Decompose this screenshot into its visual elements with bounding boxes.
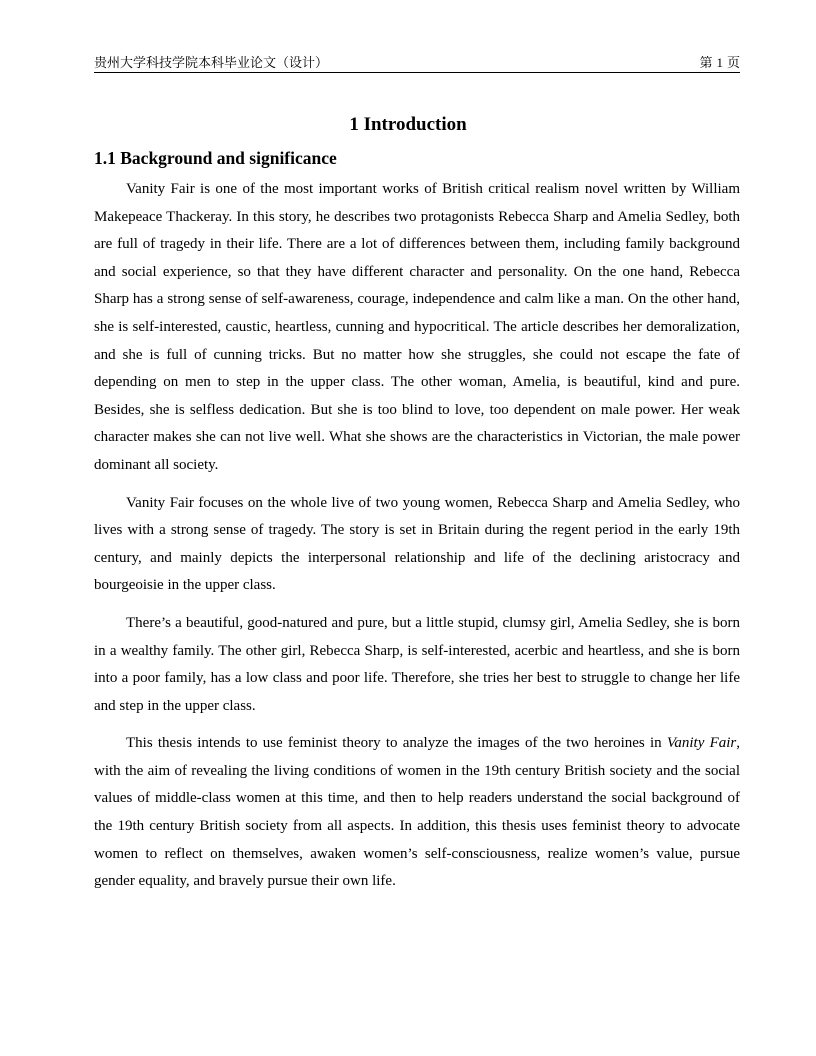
paragraph-4 — [94, 730, 740, 896]
header-page-indicator — [699, 52, 740, 71]
paragraph-3: There’s a beautiful, good-natured and pure, but a little stupid, clumsy girl, Amelia Sedley, she is born in a wealthy family. The other girl, Rebecca Sharp, is self-interested, acerbic and heartless, and she is born into a poor family, has a low class and poor life. Therefore, she tries her best to struggle to change her life and step in the upper class. — [94, 614, 740, 714]
paragraph-1: Vanity Fair is one of the most important works of British critical realism novel written by William Makepeace Thackeray. In this story, he describes two protagonists Rebecca Sharp and Amelia Sedley, both are full of tragedy in their life. There are a lot of differences between them, including family background and social experience, so that they have different character and personality. On the one hand, Rebecca Sharp has a strong sense of self-awareness, courage, independence and calm like a man. On the other hand, she is self-interested, caustic, heartless, cunning and hypocritical. The article describes her demoralization, and she is full of cunning tricks. But no matter how she struggles, she could not escape the fate of depending on men to step in the upper class. The other woman, Amelia, is beautiful, kind and pure. Besides, she is selfless dedication. But she is too blind to love, too dependent on male power. Her weak character makes she can not live well. What she shows are the characteristics in Victorian, the male power dominant all society. — [94, 181, 740, 473]
header-institution-title: 贵州大学科技学院本科毕业论文（设计） — [94, 56, 329, 71]
paragraph-2: Vanity Fair focuses on the whole live of two young women, Rebecca Sharp and Amelia Sedley, who lives with a strong sense of tragedy. The story is set in Britain during the regent period in the early 19th century, and mainly depicts the interpersonal relationship and life of the declining aristocracy and bourgeoisie in the upper class. — [94, 494, 740, 594]
chapter-title: 1 Introduction — [349, 114, 467, 135]
paragraph-4-text-before: This thesis intends to use feminist theory to analyze the images of the two heroines in — [126, 735, 667, 752]
page-header — [94, 50, 740, 73]
section-title: 1.1 Background and significance — [94, 148, 337, 168]
paragraph-4-book-title: Vanity Fair — [666, 735, 737, 752]
page-suffix: 页 — [726, 56, 740, 71]
page-prefix: 第 — [699, 56, 713, 71]
page-number: 1 — [716, 55, 723, 70]
body-text — [94, 176, 740, 906]
paragraph-4-text-after: , with the aim of revealing the living conditions of women in the 19th century British society and the social values of middle-class women at this time, and then to help readers understand the social background of the 19th century British society from all aspects. In addition, this thesis uses feminist theory to advocate women to reflect on themselves, awaken women’s self-consciousness, realize women’s value, pursue gender equality, and bravely pursue their own life. — [94, 735, 741, 890]
